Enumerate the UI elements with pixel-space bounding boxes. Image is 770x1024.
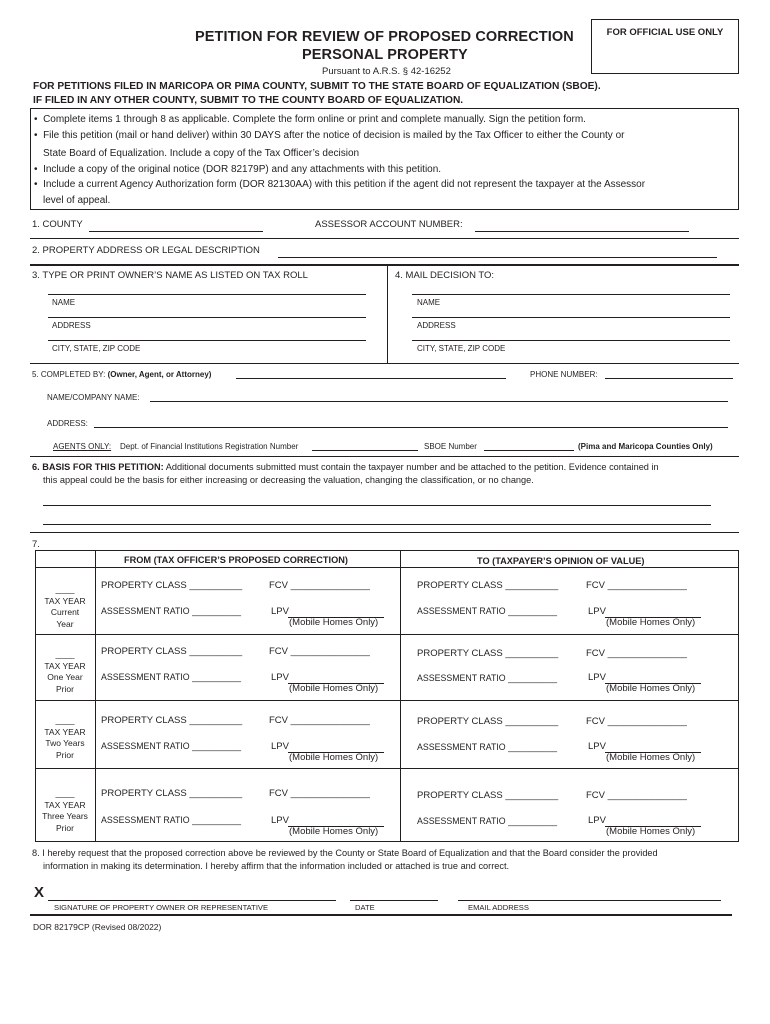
basis-text-2: this appeal could be the basis for either increasing or decreasing the valuation, changing the classification, or no change.	[43, 475, 534, 485]
instruction-4: • Include a current Agency Authorization form (DOR 82130AA) with this petition if the agent did not represent the taxpayer at the Assessor	[34, 179, 646, 190]
company-label: NAME/COMPANY NAME:	[47, 393, 140, 402]
counties-only-label: (Pima and Maricopa Counties Only)	[578, 442, 713, 451]
to-fcv-3[interactable]: FCV _______________	[586, 716, 687, 727]
divider	[30, 456, 739, 457]
signature-field[interactable]	[48, 900, 336, 901]
tax-year-three-prior: ____ TAX YEAR Three Years Prior	[42, 788, 88, 833]
to-property-class-1[interactable]: PROPERTY CLASS __________	[417, 580, 559, 591]
submit-notice-1: FOR PETITIONS FILED IN MARICOPA OR PIMA COUNTY, SUBMIT TO THE STATE BOARD OF EQUALIZATION (SBOE).	[33, 81, 601, 92]
completed-by-field[interactable]	[236, 378, 506, 379]
submit-notice-2: IF FILED IN ANY OTHER COUNTY, SUBMIT TO THE COUNTY BOARD OF EQUALIZATION.	[33, 95, 464, 106]
from-property-class-1[interactable]: PROPERTY CLASS __________	[101, 580, 243, 591]
instruction-2: • File this petition (mail or hand deliver) within 30 DAYS after the notice of decision is mailed by the Tax Officer to either the County or	[34, 130, 625, 141]
to-header: TO (TAXPAYER’S OPINION OF VALUE)	[477, 556, 645, 566]
table-border	[35, 567, 739, 568]
table-border	[35, 841, 739, 842]
divider	[30, 914, 732, 916]
statute-reference: Pursuant to A.R.S. § 42-16252	[322, 66, 451, 77]
property-address-field[interactable]	[278, 257, 717, 258]
table-border	[35, 700, 739, 701]
from-lpv-2[interactable]: LPV (Mobile Homes Only)	[271, 672, 379, 694]
to-lpv-3[interactable]: LPV (Mobile Homes Only)	[588, 741, 696, 763]
divider	[30, 363, 739, 364]
owner-name-field[interactable]	[48, 294, 366, 295]
table-border	[400, 550, 401, 842]
table-number: 7.	[32, 539, 40, 550]
to-property-class-3[interactable]: PROPERTY CLASS __________	[417, 716, 559, 727]
owner-name-label: NAME	[52, 298, 76, 307]
phone-label: PHONE NUMBER:	[530, 370, 598, 379]
basis-line-2[interactable]	[43, 524, 711, 525]
address2-field[interactable]	[94, 427, 728, 428]
owner-address-field[interactable]	[48, 317, 366, 318]
from-ratio-4[interactable]: ASSESSMENT RATIO __________	[101, 815, 242, 825]
owner-heading: 3. TYPE OR PRINT OWNER’S NAME AS LISTED ON TAX ROLL	[32, 270, 308, 281]
lpv-line	[288, 752, 384, 753]
phone-field[interactable]	[605, 378, 733, 379]
divider	[30, 532, 739, 533]
table-border	[35, 768, 739, 769]
dfi-field[interactable]	[312, 450, 418, 451]
email-label: EMAIL ADDRESS	[468, 903, 529, 912]
mail-address-field[interactable]	[412, 317, 730, 318]
from-property-class-2[interactable]: PROPERTY CLASS __________	[101, 646, 243, 657]
from-ratio-3[interactable]: ASSESSMENT RATIO __________	[101, 741, 242, 751]
mail-heading: 4. MAIL DECISION TO:	[395, 270, 495, 281]
divider	[30, 238, 739, 239]
account-label: ASSESSOR ACCOUNT NUMBER:	[315, 219, 463, 230]
owner-address-label: ADDRESS	[52, 321, 91, 330]
completed-by-label: 5. COMPLETED BY: (Owner, Agent, or Attorney)	[32, 370, 212, 379]
owner-city-field[interactable]	[48, 340, 366, 341]
owner-city-label: CITY, STATE, ZIP CODE	[52, 344, 141, 353]
agents-only-label: AGENTS ONLY:	[53, 442, 112, 451]
instruction-4-cont: level of appeal.	[43, 195, 111, 206]
mail-address-label: ADDRESS	[417, 321, 456, 330]
instruction-2-cont: State Board of Equalization. Include a copy of the Tax Officer’s decision	[43, 148, 360, 159]
certification-text-2: information in making its determination. I hereby affirm that the information included or attached is true and correct.	[43, 861, 510, 871]
to-lpv-2[interactable]: LPV (Mobile Homes Only)	[588, 672, 696, 694]
from-ratio-1[interactable]: ASSESSMENT RATIO __________	[101, 606, 242, 616]
table-border	[95, 550, 96, 842]
tax-year-one-prior: ____ TAX YEAR One Year Prior	[44, 649, 86, 694]
from-fcv-1[interactable]: FCV _______________	[269, 580, 370, 591]
lpv-line	[605, 752, 701, 753]
certification-text-1: 8. I hereby request that the proposed correction above be reviewed by the County or State Board of Equalization and that the Board consider the provided	[32, 848, 658, 858]
mail-name-label: NAME	[417, 298, 441, 307]
from-fcv-3[interactable]: FCV _______________	[269, 715, 370, 726]
to-ratio-3[interactable]: ASSESSMENT RATIO __________	[417, 742, 558, 752]
to-fcv-1[interactable]: FCV _______________	[586, 580, 687, 591]
lpv-line	[605, 683, 701, 684]
company-field[interactable]	[150, 401, 728, 402]
form-title-line1: PETITION FOR REVIEW OF PROPOSED CORRECTION	[195, 29, 574, 45]
divider-vertical	[387, 266, 388, 364]
instruction-3: • Include a copy of the original notice (DOR 82179P) and any attachments with this petition.	[34, 164, 442, 175]
table-border	[35, 550, 36, 842]
official-use-box: FOR OFFICIAL USE ONLY	[591, 19, 739, 74]
from-ratio-2[interactable]: ASSESSMENT RATIO __________	[101, 672, 242, 682]
to-lpv-1[interactable]: LPV (Mobile Homes Only)	[588, 606, 696, 628]
address2-label: ADDRESS:	[47, 419, 88, 428]
property-address-label: 2. PROPERTY ADDRESS OR LEGAL DESCRIPTION	[32, 245, 260, 256]
date-field[interactable]	[350, 900, 438, 901]
table-border	[35, 550, 739, 551]
instruction-1: • Complete items 1 through 8 as applicable. Complete the form online or print and complete manually. Sign the petition form.	[34, 114, 586, 125]
from-lpv-3[interactable]: LPV (Mobile Homes Only)	[271, 741, 379, 763]
date-label: DATE	[355, 903, 375, 912]
table-border	[738, 550, 739, 842]
basis-text-1: 6. BASIS FOR THIS PETITION: Additional documents submitted must contain the taxpayer number and be attached to the petition. Evidence contained in	[32, 462, 659, 472]
from-lpv-1[interactable]: LPV (Mobile Homes Only)	[271, 606, 379, 628]
county-field[interactable]	[89, 231, 263, 232]
table-border	[35, 634, 739, 635]
lpv-line	[288, 683, 384, 684]
from-property-class-3[interactable]: PROPERTY CLASS __________	[101, 715, 243, 726]
to-fcv-4[interactable]: FCV _______________	[586, 790, 687, 801]
form-number: DOR 82179CP (Revised 08/2022)	[33, 922, 162, 932]
form-title-line2: PERSONAL PROPERTY	[302, 47, 468, 63]
email-field[interactable]	[458, 900, 721, 901]
sboe-label: SBOE Number	[424, 442, 477, 451]
lpv-line	[605, 617, 701, 618]
lpv-line	[288, 826, 384, 827]
from-fcv-2[interactable]: FCV _______________	[269, 646, 370, 657]
basis-line-1[interactable]	[43, 505, 711, 506]
mail-name-field[interactable]	[412, 294, 730, 295]
county-label: 1. COUNTY	[32, 219, 83, 230]
dfi-label: Dept. of Financial Institutions Registration Number	[120, 442, 299, 451]
from-property-class-4[interactable]: PROPERTY CLASS __________	[101, 788, 243, 799]
signature-x: X	[34, 884, 45, 901]
account-field[interactable]	[475, 231, 689, 232]
from-fcv-4[interactable]: FCV _______________	[269, 788, 370, 799]
mail-city-field[interactable]	[412, 340, 730, 341]
to-lpv-4[interactable]: LPV (Mobile Homes Only)	[588, 815, 696, 837]
to-property-class-4[interactable]: PROPERTY CLASS __________	[417, 790, 559, 801]
from-lpv-4[interactable]: LPV (Mobile Homes Only)	[271, 815, 379, 837]
to-ratio-1[interactable]: ASSESSMENT RATIO __________	[417, 606, 558, 616]
to-ratio-2[interactable]: ASSESSMENT RATIO __________	[417, 673, 558, 683]
to-property-class-2[interactable]: PROPERTY CLASS __________	[417, 648, 559, 659]
from-header: FROM (TAX OFFICER’S PROPOSED CORRECTION)	[124, 555, 348, 565]
divider	[30, 264, 739, 266]
sboe-field[interactable]	[484, 450, 574, 451]
to-fcv-2[interactable]: FCV _______________	[586, 648, 687, 659]
signature-label: SIGNATURE OF PROPERTY OWNER OR REPRESENTATIVE	[54, 903, 269, 912]
mail-city-label: CITY, STATE, ZIP CODE	[417, 344, 506, 353]
lpv-line	[605, 826, 701, 827]
tax-year-current: ____ TAX YEAR Current Year	[44, 584, 86, 629]
lpv-line	[288, 617, 384, 618]
tax-year-two-prior: ____ TAX YEAR Two Years Prior	[44, 715, 86, 760]
to-ratio-4[interactable]: ASSESSMENT RATIO __________	[417, 816, 558, 826]
